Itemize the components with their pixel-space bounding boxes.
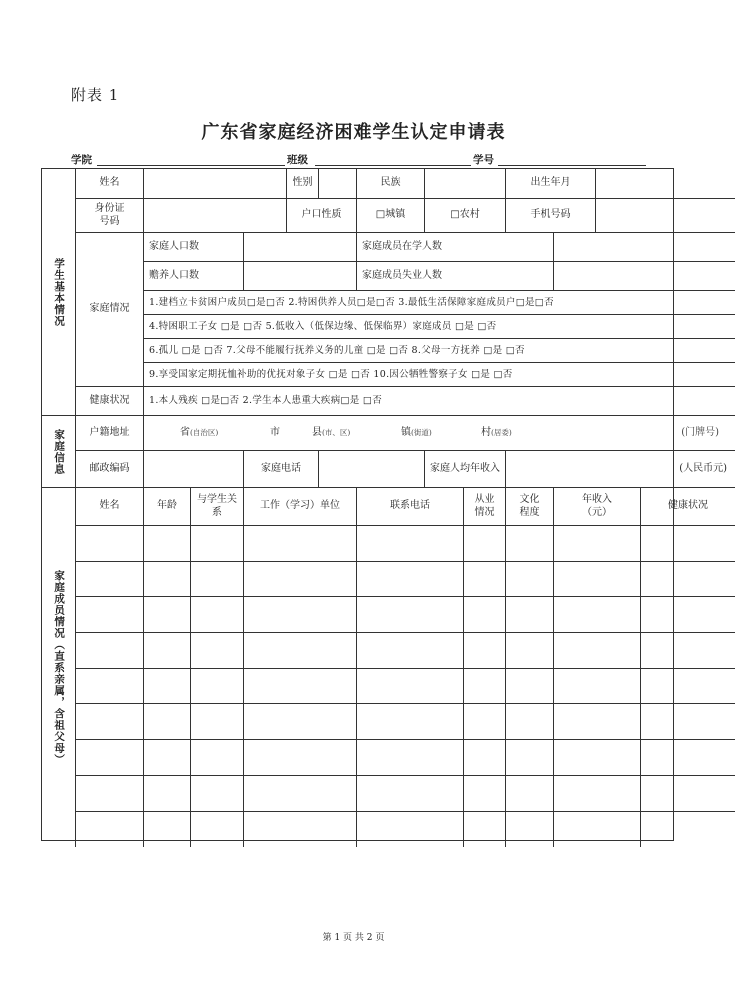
member-employment-cell[interactable] <box>464 633 506 669</box>
member-phone-cell[interactable] <box>357 704 464 740</box>
id-card-field[interactable] <box>144 199 287 233</box>
id-card-label: 身份证号码 <box>76 199 144 233</box>
member-name-cell[interactable] <box>76 633 144 669</box>
member-health-cell[interactable] <box>641 776 735 812</box>
member-header-health: 健康状况 <box>641 488 735 526</box>
college-field[interactable] <box>97 165 285 166</box>
member-phone-cell[interactable] <box>357 633 464 669</box>
village-label: 村(居委) <box>481 426 512 438</box>
student-no-label: 学号 <box>473 154 494 166</box>
member-education-cell[interactable] <box>506 597 554 633</box>
postcode-field[interactable] <box>144 451 244 488</box>
address-label: 户籍地址 <box>76 416 144 451</box>
member-income-cell[interactable] <box>554 776 641 812</box>
member-header-relation: 与学生关系 <box>191 488 244 526</box>
member-age-cell[interactable] <box>144 633 191 669</box>
member-income-cell[interactable] <box>554 633 641 669</box>
member-employment-cell[interactable] <box>464 562 506 598</box>
currency-label: (人民币元) <box>679 462 727 474</box>
class-label: 班级 <box>287 154 308 166</box>
section-basic-label: 学生基本情况 <box>42 169 76 416</box>
member-income-cell[interactable] <box>554 597 641 633</box>
member-income-cell[interactable] <box>554 704 641 740</box>
member-work-unit-cell[interactable] <box>244 562 357 598</box>
member-income-cell[interactable] <box>554 562 641 598</box>
avg-income-field[interactable] <box>506 451 735 488</box>
member-name-cell[interactable] <box>76 562 144 598</box>
member-relation-cell[interactable] <box>191 597 244 633</box>
member-name-cell[interactable] <box>76 526 144 562</box>
member-header-income: 年收入（元） <box>554 488 641 526</box>
member-phone-cell[interactable] <box>357 812 464 848</box>
member-employment-cell[interactable] <box>464 597 506 633</box>
page-footer: 第 1 页 共 2 页 <box>322 933 385 943</box>
member-age-cell[interactable] <box>144 562 191 598</box>
province-label: 省(自治区) <box>180 426 219 438</box>
member-relation-cell[interactable] <box>191 526 244 562</box>
unemployed-field[interactable] <box>554 262 735 291</box>
unemployed-label: 家庭成员失业人数 <box>357 262 554 291</box>
member-work-unit-cell[interactable] <box>244 597 357 633</box>
member-relation-cell[interactable] <box>191 669 244 705</box>
member-phone-cell[interactable] <box>357 562 464 598</box>
member-name-cell[interactable] <box>76 597 144 633</box>
member-phone-cell[interactable] <box>357 740 464 776</box>
gender-label: 性别 <box>287 169 319 199</box>
member-health-cell[interactable] <box>641 562 735 598</box>
avg-income-label: 家庭人均年收入 <box>425 451 506 488</box>
header-fields <box>71 150 646 168</box>
member-phone-cell[interactable] <box>357 597 464 633</box>
member-phone-cell[interactable] <box>357 776 464 812</box>
home-phone-label: 家庭电话 <box>244 451 319 488</box>
hukou-urban-option[interactable]: □城镇 <box>357 199 425 233</box>
member-work-unit-cell[interactable] <box>244 633 357 669</box>
member-education-cell[interactable] <box>506 633 554 669</box>
member-education-cell[interactable] <box>506 776 554 812</box>
birth-label: 出生年月 <box>506 169 596 199</box>
members-in-school-label: 家庭成员在学人数 <box>357 233 554 262</box>
member-name-cell[interactable] <box>76 669 144 705</box>
member-relation-cell[interactable] <box>191 776 244 812</box>
member-header-age: 年龄 <box>144 488 191 526</box>
household-size-label: 家庭人口数 <box>144 233 244 262</box>
member-health-cell[interactable] <box>641 812 735 848</box>
college-label: 学院 <box>71 154 92 166</box>
student-no-field[interactable] <box>498 165 646 166</box>
home-phone-field[interactable] <box>319 451 425 488</box>
phone-field[interactable] <box>596 199 735 233</box>
household-size-field[interactable] <box>244 233 357 262</box>
member-education-cell[interactable] <box>506 740 554 776</box>
member-name-cell[interactable] <box>76 740 144 776</box>
member-header-name: 姓名 <box>76 488 144 526</box>
member-relation-cell[interactable] <box>191 812 244 848</box>
form-title: 广东省家庭经济困难学生认定申请表 <box>201 122 506 143</box>
member-employment-cell[interactable] <box>464 812 506 848</box>
hukou-label: 户口性质 <box>287 199 357 233</box>
member-age-cell[interactable] <box>144 704 191 740</box>
name-field[interactable] <box>144 169 287 199</box>
postcode-label: 邮政编码 <box>76 451 144 488</box>
class-field[interactable] <box>315 165 471 166</box>
member-work-unit-cell[interactable] <box>244 776 357 812</box>
members-in-school-field[interactable] <box>554 233 735 262</box>
city-label: 市 <box>270 426 280 438</box>
member-education-cell[interactable] <box>506 812 554 848</box>
member-health-cell[interactable] <box>641 526 735 562</box>
member-relation-cell[interactable] <box>191 704 244 740</box>
member-header-education: 文化程度 <box>506 488 554 526</box>
member-employment-cell[interactable] <box>464 526 506 562</box>
member-work-unit-cell[interactable] <box>244 669 357 705</box>
member-name-cell[interactable] <box>76 704 144 740</box>
member-health-cell[interactable] <box>641 704 735 740</box>
member-header-work-unit: 工作（学习）单位 <box>244 488 357 526</box>
member-education-cell[interactable] <box>506 704 554 740</box>
dependents-field[interactable] <box>244 262 357 291</box>
member-income-cell[interactable] <box>554 669 641 705</box>
family-status-label: 家庭情况 <box>76 233 144 387</box>
member-relation-cell[interactable] <box>191 633 244 669</box>
family-options-row-4[interactable]: 9.享受国家定期抚恤补助的优抚对象子女 □是 □否 10.因公牺牲警察子女 □是 □否 <box>144 363 735 387</box>
member-age-cell[interactable] <box>144 740 191 776</box>
member-health-cell[interactable] <box>641 597 735 633</box>
member-health-cell[interactable] <box>641 633 735 669</box>
ethnicity-field[interactable] <box>425 169 506 199</box>
application-form-table <box>41 168 727 841</box>
family-options-row-2[interactable]: 4.特困职工子女 □是 □否 5.低收入（低保边缘、低保临界）家庭成员 □是 □否 <box>144 315 735 339</box>
member-age-cell[interactable] <box>144 669 191 705</box>
member-work-unit-cell[interactable] <box>244 812 357 848</box>
ethnicity-label: 民族 <box>357 169 425 199</box>
health-options[interactable]: 1.本人残疾 □是□否 2.学生本人患重大疾病□是 □否 <box>144 387 735 416</box>
member-name-cell[interactable] <box>76 812 144 848</box>
member-header-employment: 从业情况 <box>464 488 506 526</box>
member-name-cell[interactable] <box>76 776 144 812</box>
member-age-cell[interactable] <box>144 526 191 562</box>
phone-label: 手机号码 <box>506 199 596 233</box>
member-relation-cell[interactable] <box>191 740 244 776</box>
member-phone-cell[interactable] <box>357 526 464 562</box>
member-employment-cell[interactable] <box>464 776 506 812</box>
member-employment-cell[interactable] <box>464 704 506 740</box>
hukou-rural-option[interactable]: □农村 <box>425 199 506 233</box>
address-field[interactable] <box>144 416 735 451</box>
member-age-cell[interactable] <box>144 776 191 812</box>
member-phone-cell[interactable] <box>357 669 464 705</box>
member-age-cell[interactable] <box>144 812 191 848</box>
section-family-label: 家庭信息 <box>42 416 76 488</box>
member-income-cell[interactable] <box>554 740 641 776</box>
member-education-cell[interactable] <box>506 669 554 705</box>
health-label: 健康状况 <box>76 387 144 416</box>
family-options-row-3[interactable]: 6.孤儿 □是 □否 7.父母不能履行抚养义务的儿童 □是 □否 8.父母一方抚养 □是 □否 <box>144 339 735 363</box>
member-work-unit-cell[interactable] <box>244 704 357 740</box>
member-health-cell[interactable] <box>641 740 735 776</box>
section-members-label: 家庭成员情况（直系亲属，含祖父母） <box>42 488 76 847</box>
house-no-label: (门牌号) <box>681 426 719 438</box>
annex-label: 附表 1 <box>71 86 120 104</box>
gender-field[interactable] <box>319 169 357 199</box>
member-employment-cell[interactable] <box>464 740 506 776</box>
member-health-cell[interactable] <box>641 669 735 705</box>
member-income-cell[interactable] <box>554 812 641 848</box>
member-work-unit-cell[interactable] <box>244 740 357 776</box>
family-options-row-1[interactable]: 1.建档立卡贫困户成员□是□否 2.特困供养人员□是□否 3.最低生活保障家庭成员户□是□否 <box>144 291 735 315</box>
county-label: 县(市、区) <box>312 426 351 438</box>
town-label: 镇(街道) <box>401 426 432 438</box>
member-education-cell[interactable] <box>506 526 554 562</box>
member-age-cell[interactable] <box>144 597 191 633</box>
member-header-phone: 联系电话 <box>357 488 464 526</box>
dependents-label: 赡养人口数 <box>144 262 244 291</box>
member-employment-cell[interactable] <box>464 669 506 705</box>
member-income-cell[interactable] <box>554 526 641 562</box>
name-label: 姓名 <box>76 169 144 199</box>
member-work-unit-cell[interactable] <box>244 526 357 562</box>
member-education-cell[interactable] <box>506 562 554 598</box>
member-relation-cell[interactable] <box>191 562 244 598</box>
birth-field[interactable] <box>596 169 735 199</box>
